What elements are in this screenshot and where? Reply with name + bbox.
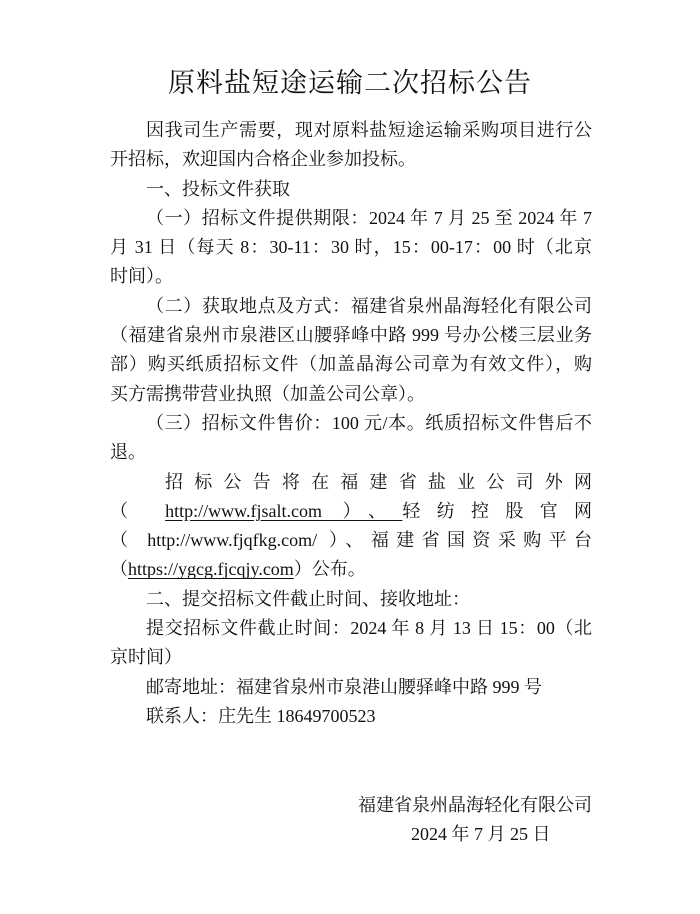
paren-close: ）、 — [317, 530, 371, 551]
paren-close: ）、 — [321, 500, 403, 521]
intro-line: 开招标，欢迎国内合格企业参加投标。 — [110, 149, 416, 170]
item2-line: （二）获取地点及方式：福建省泉州晶海轻化有限公司 — [146, 295, 592, 316]
publication-paragraph — [110, 468, 592, 585]
signature-date: 2024 年 7 月 25 日 — [411, 824, 551, 844]
item1-line: （一）招标文件提供期限：2024 年 7 月 25 至 2024 年 7 — [146, 207, 592, 228]
item3-line: （三）招标文件售价：100 元/本。纸质招标文件售后不 — [146, 412, 592, 433]
item1-line: 月 31 日（每天 8：30-11：30 时，15：00-17：00 时（北京 — [110, 237, 592, 258]
deadline-paragraph — [110, 614, 592, 673]
salt-site-link[interactable]: http://www.fjsalt.com — [165, 500, 322, 521]
document-title: 原料盐短途运输二次招标公告 — [168, 68, 532, 98]
contact-person: 联系人：庄先生 18649700523 — [146, 705, 376, 726]
signature-company: 福建省泉州晶海轻化有限公司 — [358, 795, 592, 815]
intro-paragraph — [110, 116, 592, 175]
deadline-line: 京时间） — [110, 647, 182, 668]
section1-item2-paragraph — [110, 292, 592, 409]
paren-open: （ — [110, 559, 128, 580]
section1-item3-paragraph — [110, 409, 592, 468]
publication-text: 轻纺控股官网 — [402, 500, 593, 521]
document-body — [110, 116, 592, 731]
section2-heading: 二、提交招标文件截止时间、接收地址： — [146, 588, 470, 609]
item3-line: 退。 — [110, 442, 146, 463]
section1-heading: 一、投标文件获取 — [146, 178, 290, 199]
qfkg-site-link[interactable]: http://www.fjqfkg.com/ — [147, 530, 318, 551]
item2-line: 部）购买纸质招标文件（加盖晶海公司章为有效文件），购 — [110, 354, 592, 375]
section1-item1-paragraph — [110, 204, 592, 292]
publication-line — [110, 526, 592, 555]
publication-line: 招标公告将在福建省盐业公司外网 — [165, 471, 592, 492]
publication-line — [110, 555, 592, 584]
paren-open: （ — [110, 530, 148, 551]
publication-line — [110, 497, 592, 526]
item1-line: 时间）。 — [110, 266, 173, 287]
item2-line: 买方需携带营业执照（加盖公司公章）。 — [110, 383, 425, 404]
ygcg-site-link[interactable]: https://ygcg.fjcqjy.com — [128, 559, 294, 580]
mailing-address: 邮寄地址：福建省泉州市泉港山腰驿峰中路 999 号 — [146, 676, 542, 697]
publication-text: 公布。 — [311, 559, 366, 580]
publication-text: 福建省国资采购平台 — [370, 530, 593, 551]
paren-open: （ — [110, 500, 166, 521]
paren-close: ） — [293, 559, 312, 580]
intro-line: 因我司生产需要，现对原料盐短途运输采购项目进行公 — [146, 120, 592, 140]
deadline-line: 提交招标文件截止时间：2024 年 8 月 13 日 15：00（北 — [146, 618, 592, 639]
item2-line: （福建省泉州市泉港区山腰驿峰中路 999 号办公楼三层业务 — [110, 325, 592, 346]
